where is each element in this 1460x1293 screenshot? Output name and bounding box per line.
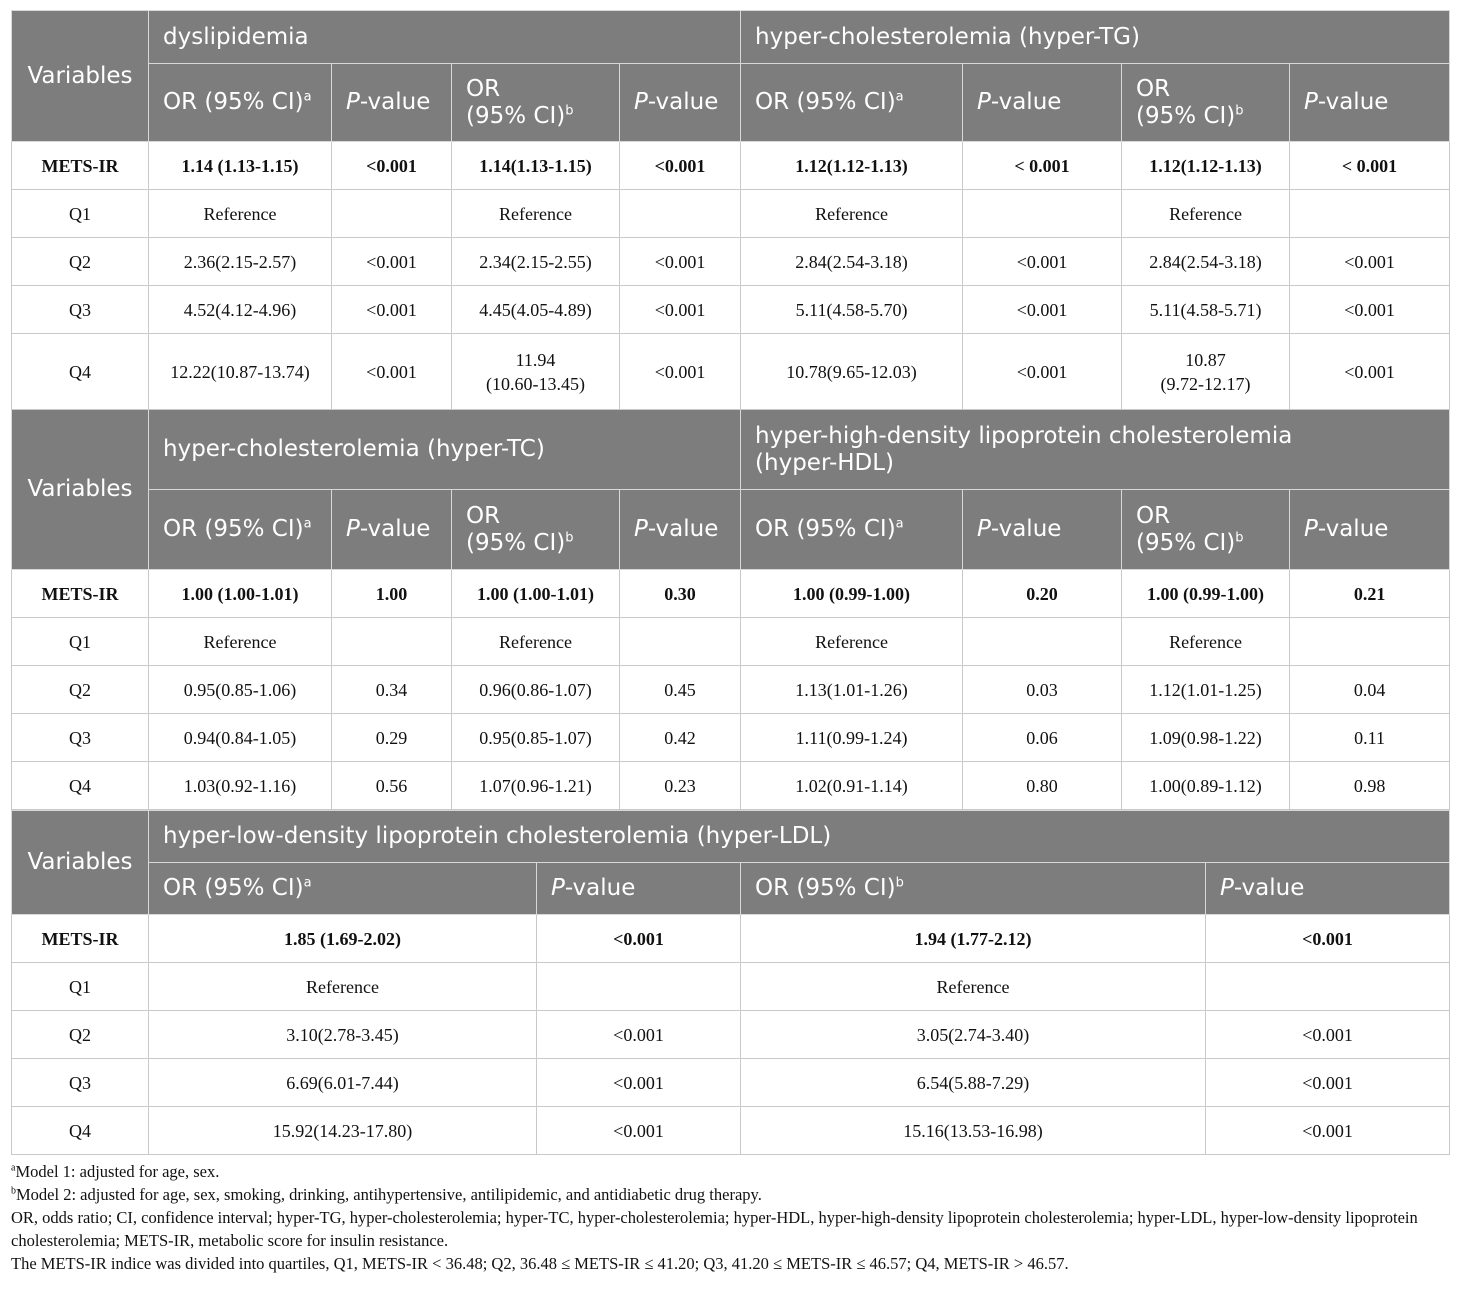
p-value-header: P-value bbox=[1290, 490, 1450, 570]
table-cell: Reference bbox=[149, 963, 537, 1011]
row-label: Q4 bbox=[12, 1107, 149, 1155]
table-cell: 0.95(0.85-1.06) bbox=[149, 666, 332, 714]
table-row bbox=[12, 1107, 1450, 1155]
table-cell: <0.001 bbox=[1206, 1107, 1450, 1155]
p-value-header: P-value bbox=[537, 863, 741, 915]
table-cell: <0.001 bbox=[537, 1059, 741, 1107]
table-cell: Reference bbox=[149, 618, 332, 666]
table-cell bbox=[332, 618, 452, 666]
table-cell: 2.36(2.15-2.57) bbox=[149, 238, 332, 286]
table-cell: <0.001 bbox=[1206, 1059, 1450, 1107]
or-ci-model1-header: OR (95% CI)$^a$ bbox=[741, 490, 963, 570]
section1-group-header-row bbox=[12, 11, 1450, 64]
table-cell: 1.13(1.01-1.26) bbox=[741, 666, 963, 714]
table-row bbox=[12, 1059, 1450, 1107]
p-value-header: P-value bbox=[963, 490, 1122, 570]
row-label: Q2 bbox=[12, 1011, 149, 1059]
table-cell: <0.001 bbox=[332, 286, 452, 334]
table-cell: 0.04 bbox=[1290, 666, 1450, 714]
table-cell: <0.001 bbox=[620, 238, 741, 286]
table-cell: <0.001 bbox=[620, 142, 741, 190]
table-cell: 1.07(0.96-1.21) bbox=[452, 762, 620, 810]
table-cell: 1.11(0.99-1.24) bbox=[741, 714, 963, 762]
table-cell: <0.001 bbox=[620, 286, 741, 334]
table-cell: 0.29 bbox=[332, 714, 452, 762]
table-cell: 0.34 bbox=[332, 666, 452, 714]
table-cell: 6.69(6.01-7.44) bbox=[149, 1059, 537, 1107]
table-row bbox=[12, 618, 1450, 666]
or-ci-model2-header: OR (95% CI)$^b$ bbox=[1122, 490, 1290, 570]
table-cell: 3.05(2.74-3.40) bbox=[741, 1011, 1206, 1059]
section3-subheader-row bbox=[12, 863, 1450, 915]
p-value-header: P-value bbox=[1290, 64, 1450, 142]
table-cell: 15.16(13.53-16.98) bbox=[741, 1107, 1206, 1155]
table-row bbox=[12, 1011, 1450, 1059]
table-cell: <0.001 bbox=[537, 1107, 741, 1155]
table-row bbox=[12, 666, 1450, 714]
table-cell bbox=[620, 190, 741, 238]
table-cell: 0.56 bbox=[332, 762, 452, 810]
table-cell: <0.001 bbox=[537, 1011, 741, 1059]
table-row bbox=[12, 334, 1450, 410]
table-cell: 1.12(1.12-1.13) bbox=[741, 142, 963, 190]
table-cell: <0.001 bbox=[1290, 238, 1450, 286]
table-cell: 1.00 (0.99-1.00) bbox=[1122, 570, 1290, 618]
table-cell: 5.11(4.58-5.70) bbox=[741, 286, 963, 334]
variables-header: Variables bbox=[12, 11, 149, 142]
table-cell: 1.00(0.89-1.12) bbox=[1122, 762, 1290, 810]
p-value-header: P-value bbox=[620, 64, 741, 142]
table-cell: 12.22(10.87-13.74) bbox=[149, 334, 332, 410]
table-cell: 6.54(5.88-7.29) bbox=[741, 1059, 1206, 1107]
variables-header: Variables bbox=[12, 410, 149, 570]
table-cell: 0.45 bbox=[620, 666, 741, 714]
table-cell bbox=[332, 190, 452, 238]
table-cell: 1.12(1.12-1.13) bbox=[1122, 142, 1290, 190]
table-cell: 0.03 bbox=[963, 666, 1122, 714]
table-cell: 5.11(4.58-5.71) bbox=[1122, 286, 1290, 334]
p-value-header: P-value bbox=[1206, 863, 1450, 915]
row-label: Q3 bbox=[12, 714, 149, 762]
group-header-hyper-tc: hyper-cholesterolemia (hyper-TC) bbox=[149, 410, 741, 490]
table-cell: <0.001 bbox=[620, 334, 741, 410]
or-ci-model2-header: OR (95% CI)$^b$ bbox=[452, 64, 620, 142]
row-label: Q4 bbox=[12, 334, 149, 410]
table-row bbox=[12, 762, 1450, 810]
or-ci-model2-header: OR (95% CI)$^b$ bbox=[1122, 64, 1290, 142]
table-cell: 2.84(2.54-3.18) bbox=[741, 238, 963, 286]
table-cell: Reference bbox=[1122, 618, 1290, 666]
table-cell: 0.06 bbox=[963, 714, 1122, 762]
table-cell: < 0.001 bbox=[963, 142, 1122, 190]
table-cell: 10.87 (9.72-12.17) bbox=[1122, 334, 1290, 410]
row-label: Q3 bbox=[12, 1059, 149, 1107]
table-cell: 1.02(0.91-1.14) bbox=[741, 762, 963, 810]
table-cell: <0.001 bbox=[332, 334, 452, 410]
or-ci-model1-header: OR (95% CI)$^a$ bbox=[149, 863, 537, 915]
table-cell: 0.30 bbox=[620, 570, 741, 618]
table-cell bbox=[620, 618, 741, 666]
table-cell bbox=[1290, 190, 1450, 238]
table-cell: 2.84(2.54-3.18) bbox=[1122, 238, 1290, 286]
table-cell: Reference bbox=[452, 618, 620, 666]
row-label: METS-IR bbox=[12, 570, 149, 618]
p-value-header: P-value bbox=[332, 490, 452, 570]
table-row bbox=[12, 286, 1450, 334]
or-ci-model1-header: OR (95% CI)$^a$ bbox=[149, 490, 332, 570]
p-value-header: P-value bbox=[963, 64, 1122, 142]
section2-subheader-row bbox=[12, 490, 1450, 570]
table-cell: 3.10(2.78-3.45) bbox=[149, 1011, 537, 1059]
table-footnotes bbox=[11, 1160, 1449, 1275]
table-cell: 0.42 bbox=[620, 714, 741, 762]
table-cell: 0.20 bbox=[963, 570, 1122, 618]
table-cell: 1.14 (1.13-1.15) bbox=[149, 142, 332, 190]
table-cell: Reference bbox=[741, 963, 1206, 1011]
table-cell: 1.00 (1.00-1.01) bbox=[149, 570, 332, 618]
table-cell: 1.85 (1.69-2.02) bbox=[149, 915, 537, 963]
row-label: Q2 bbox=[12, 666, 149, 714]
results-table bbox=[11, 10, 1450, 810]
footnote-abbreviations: OR, odds ratio; CI, confidence interval; hyper-TG, hyper-cholesterolemia; hyper-TC, hyper-cholesterolemia; hyper-HDL, hyper-high-density lipoprotein cholesterolemia; hyper-LDL, hyper-low-density lipoprotein cholesterolemia; METS-IR, metabolic score for insulin resistance. bbox=[11, 1208, 1418, 1250]
or-ci-model2-header: OR (95% CI)$^b$ bbox=[741, 863, 1206, 915]
footnote-quartiles: The METS-IR indice was divided into quartiles, Q1, METS-IR < 36.48; Q2, 36.48 ≤ METS-IR ≤ 41.20; Q3, 41.20 ≤ METS-IR ≤ 46.57; Q4, METS-IR > 46.57. bbox=[11, 1254, 1069, 1273]
table-cell: <0.001 bbox=[1206, 915, 1450, 963]
table-row bbox=[12, 915, 1450, 963]
table-cell: Reference bbox=[741, 190, 963, 238]
table-cell: Reference bbox=[452, 190, 620, 238]
table-row bbox=[12, 570, 1450, 618]
table-cell: 1.09(0.98-1.22) bbox=[1122, 714, 1290, 762]
table-row bbox=[12, 238, 1450, 286]
table-cell: 1.00 (0.99-1.00) bbox=[741, 570, 963, 618]
table-cell: <0.001 bbox=[1290, 286, 1450, 334]
table-cell: 15.92(14.23-17.80) bbox=[149, 1107, 537, 1155]
table-cell: <0.001 bbox=[1290, 334, 1450, 410]
table-cell: <0.001 bbox=[332, 238, 452, 286]
table-cell: < 0.001 bbox=[1290, 142, 1450, 190]
table-cell: <0.001 bbox=[963, 238, 1122, 286]
table-cell: <0.001 bbox=[963, 286, 1122, 334]
table-cell: <0.001 bbox=[332, 142, 452, 190]
table-cell: 4.52(4.12-4.96) bbox=[149, 286, 332, 334]
section3-group-header-row bbox=[12, 811, 1450, 863]
section1-subheader-row bbox=[12, 64, 1450, 142]
table-cell: 0.80 bbox=[963, 762, 1122, 810]
table-cell bbox=[537, 963, 741, 1011]
footnote-a: $^a$Model 1: adjusted for age, sex. bbox=[11, 1162, 220, 1181]
table-cell: 0.98 bbox=[1290, 762, 1450, 810]
table-row bbox=[12, 190, 1450, 238]
footnote-b: $^b$Model 2: adjusted for age, sex, smoking, drinking, antihypertensive, antilipidemic, and antidiabetic drug therapy. bbox=[11, 1185, 762, 1204]
table-cell: 0.23 bbox=[620, 762, 741, 810]
results-table-ldl bbox=[11, 810, 1450, 1155]
table-cell: 1.03(0.92-1.16) bbox=[149, 762, 332, 810]
group-header-dyslipidemia: dyslipidemia bbox=[149, 11, 741, 64]
table-cell: 1.14(1.13-1.15) bbox=[452, 142, 620, 190]
table-cell: 1.00 bbox=[332, 570, 452, 618]
row-label: Q1 bbox=[12, 618, 149, 666]
table-cell: 0.11 bbox=[1290, 714, 1450, 762]
table-cell: 1.00 (1.00-1.01) bbox=[452, 570, 620, 618]
table-cell: 1.12(1.01-1.25) bbox=[1122, 666, 1290, 714]
table-row bbox=[12, 963, 1450, 1011]
table-cell bbox=[1206, 963, 1450, 1011]
results-table-container bbox=[11, 10, 1449, 1155]
or-ci-model1-header: OR (95% CI)$^a$ bbox=[741, 64, 963, 142]
row-label: Q3 bbox=[12, 286, 149, 334]
row-label: Q2 bbox=[12, 238, 149, 286]
table-cell: <0.001 bbox=[537, 915, 741, 963]
group-header-hyper-hdl: hyper-high-density lipoprotein cholesterolemia (hyper-HDL) bbox=[741, 410, 1450, 490]
table-cell: <0.001 bbox=[963, 334, 1122, 410]
table-cell: 0.94(0.84-1.05) bbox=[149, 714, 332, 762]
table-cell: 2.34(2.15-2.55) bbox=[452, 238, 620, 286]
table-cell bbox=[963, 618, 1122, 666]
variables-header: Variables bbox=[12, 811, 149, 915]
table-cell: Reference bbox=[1122, 190, 1290, 238]
table-cell: Reference bbox=[741, 618, 963, 666]
or-ci-model2-header: OR (95% CI)$^b$ bbox=[452, 490, 620, 570]
row-label: METS-IR bbox=[12, 915, 149, 963]
group-header-hyper-ldl: hyper-low-density lipoprotein cholesterolemia (hyper-LDL) bbox=[149, 811, 1450, 863]
table-cell: 4.45(4.05-4.89) bbox=[452, 286, 620, 334]
table-cell bbox=[963, 190, 1122, 238]
row-label: Q1 bbox=[12, 190, 149, 238]
p-value-header: P-value bbox=[332, 64, 452, 142]
row-label: Q4 bbox=[12, 762, 149, 810]
section2-group-header-row bbox=[12, 410, 1450, 490]
table-row bbox=[12, 714, 1450, 762]
table-cell bbox=[1290, 618, 1450, 666]
table-cell: 0.95(0.85-1.07) bbox=[452, 714, 620, 762]
table-cell: 0.96(0.86-1.07) bbox=[452, 666, 620, 714]
table-cell: <0.001 bbox=[1206, 1011, 1450, 1059]
row-label: Q1 bbox=[12, 963, 149, 1011]
table-cell: Reference bbox=[149, 190, 332, 238]
table-cell: 0.21 bbox=[1290, 570, 1450, 618]
or-ci-model1-header: OR (95% CI)$^a$ bbox=[149, 64, 332, 142]
table-row bbox=[12, 142, 1450, 190]
row-label: METS-IR bbox=[12, 142, 149, 190]
group-header-hyper-tg: hyper-cholesterolemia (hyper-TG) bbox=[741, 11, 1450, 64]
p-value-header: P-value bbox=[620, 490, 741, 570]
table-cell: 10.78(9.65-12.03) bbox=[741, 334, 963, 410]
table-cell: 11.94 (10.60-13.45) bbox=[452, 334, 620, 410]
table-cell: 1.94 (1.77-2.12) bbox=[741, 915, 1206, 963]
